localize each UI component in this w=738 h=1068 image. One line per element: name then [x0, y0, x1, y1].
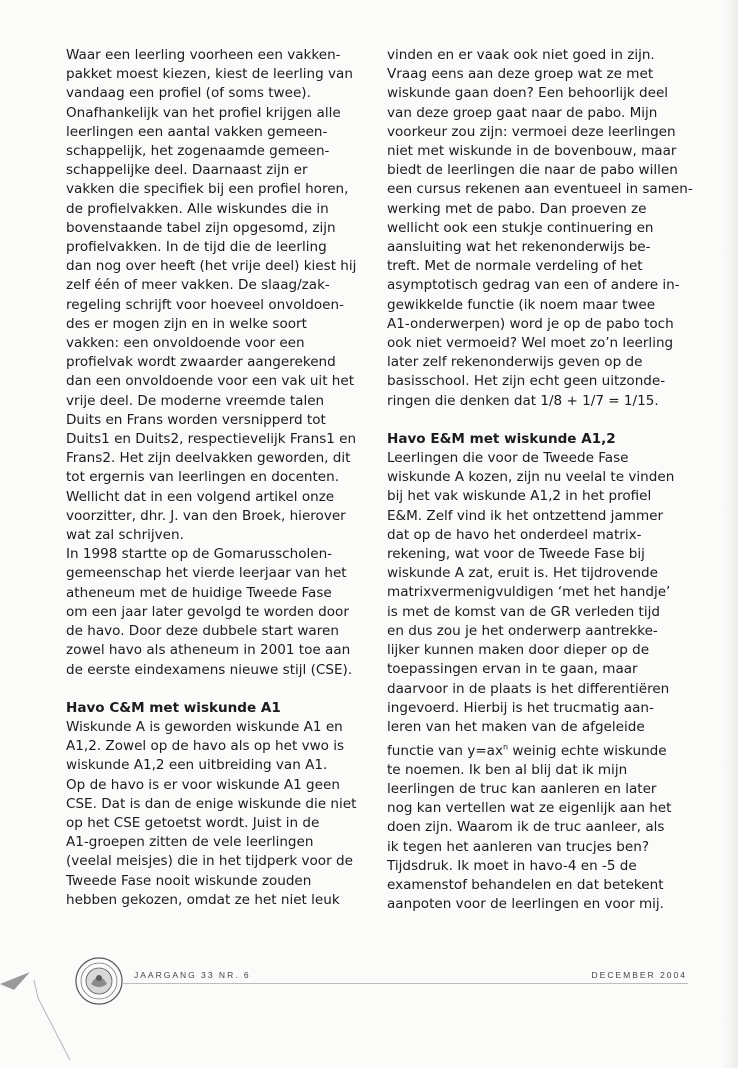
formula-line	[387, 743, 667, 759]
text-line: E&M. Zelf vind ik het ontzettend jammer	[387, 507, 664, 524]
text-line: aanpoten voor de leerlingen en voor mij.	[387, 896, 664, 913]
text-line: vrije deel. De moderne vreemde talen	[66, 392, 325, 409]
text-line: dan een onvoldoende voor een vak uit het	[66, 373, 355, 390]
text-line: wiskunde A zat, eruit is. Het tijdrovende	[387, 565, 658, 582]
text-line: werking met de pabo. Dan proeven ze	[387, 200, 647, 217]
text-line: vinden en er vaak ook niet goed in zijn.	[387, 47, 655, 63]
text-line: atheneum met de huidige Tweede Fase	[66, 584, 332, 601]
paragraph-wiskunde-a12-part1	[387, 450, 674, 735]
text-line: bij het vak wiskunde A1,2 in het profiel	[387, 488, 652, 505]
text-line: een cursus rekenen aan eventueel in samen-	[387, 181, 693, 198]
text-line: voorzitter, dhr. J. van den Broek, hierover	[66, 507, 346, 524]
text-line: Op de havo is er voor wiskunde A1 geen	[66, 776, 340, 793]
text-line: zelf één of meer vakken. De slaag/zak-	[66, 277, 330, 294]
footer-date: DECEMBER 2004	[591, 970, 687, 980]
text-line: vakken: een onvoldoende voor een	[66, 335, 305, 352]
text-line: Tweede Fase nooit wiskunde zouden	[66, 872, 312, 889]
paragraph-spacer	[387, 411, 697, 430]
text-line: de profielvakken. Alle wiskundes die in	[66, 200, 329, 217]
text-line: profielvak wordt zwaarder aangerekend	[66, 354, 336, 371]
text-line: CSE. Dat is dan de enige wiskunde die niet	[66, 795, 357, 812]
right-column	[387, 46, 697, 914]
text-line: wiskunde gaan doen? Een behoorlijk deel	[387, 85, 669, 102]
text-line: examenstof behandelen en dat betekent	[387, 877, 664, 894]
text-line: zowel havo als atheneum in 2001 toe aan	[66, 642, 351, 659]
left-column	[66, 46, 368, 910]
paragraph-wiskunde-a12-part2	[387, 762, 671, 912]
text-line: wiskunde A1,2 een uitbreiding van A1.	[66, 757, 328, 774]
text-line: leren van het maken van de afgeleide	[387, 718, 645, 735]
paragraph-pabo	[387, 46, 697, 411]
text-line: vakken die specifiek bij een profiel horen,	[66, 181, 349, 198]
text-line: schappelijke deel. Daarnaast zijn er	[66, 162, 308, 179]
text-line: Vraag eens aan deze groep wat ze met	[387, 66, 654, 83]
text-line: In 1998 startte op de Gomarusscholen-	[66, 546, 333, 563]
text-line: bovenstaande tabel zijn opgesomd, zijn	[66, 219, 336, 236]
text-line: Frans2. Het zijn deelvakken geworden, dit	[66, 450, 351, 467]
text-line: niet met wiskunde in de bovenbouw, maar	[387, 143, 677, 160]
text-line: wellicht ook een stukje continuering en	[387, 219, 654, 236]
text-line: rekening, wat voor de Tweede Fase bij	[387, 546, 645, 563]
text-line: gemeenschap het vierde leerjaar van het	[66, 565, 347, 582]
text-line: Waar een leerling voorheen een vakken-	[66, 47, 341, 63]
text-line: voorkeur zou zijn: vermoei deze leerlingen	[387, 123, 676, 140]
text-line: A1,2. Zowel op de havo als op het vwo is	[66, 738, 345, 755]
text-line: om een jaar later gevolgd te worden door	[66, 603, 349, 620]
text-line: matrixvermenigvuldigen ‘met het handje’	[387, 584, 671, 601]
text-line: treft. Met de normale verdeling of het	[387, 258, 643, 275]
text-line: leerlingen de truc kan aanleren en later	[387, 781, 657, 798]
paragraph-profiles	[66, 46, 368, 545]
text-line: Leerlingen die voor de Tweede Fase	[387, 450, 629, 467]
text-line: Wiskunde A is geworden wiskunde A1 en	[66, 718, 343, 735]
text-line: aansluiting wat het rekenonderwijs be-	[387, 239, 651, 256]
paragraph-spacer	[66, 680, 368, 699]
section-heading-havo-cm: Havo C&M met wiskunde A1	[66, 699, 281, 716]
text-line: ingevoerd. Hierbij is het trucmatig aan-	[387, 699, 654, 716]
text-line: A1-groepen zitten de vele leerlingen	[66, 834, 314, 851]
formula-exponent: n	[503, 742, 509, 752]
text-line: hebben gekozen, omdat ze het niet leuk	[66, 891, 340, 908]
text-line: Duits en Frans worden versnipperd tot	[66, 411, 326, 428]
text-line: biedt de leerlingen die naar de pabo willen	[387, 162, 678, 179]
footer-rule	[122, 983, 688, 984]
text-line: vandaag een profiel (of soms twee).	[66, 85, 311, 102]
text-line: lijker kunnen maken door dieper op de	[387, 642, 650, 659]
text-line: asymptotisch gedrag van een of andere in-	[387, 277, 680, 294]
text-line: ook niet vermoeid? Wel moet zo’n leerling	[387, 335, 674, 352]
text-line: later zelf rekenonderwijs geven op de	[387, 354, 643, 371]
text-line: wat zal schrijven.	[66, 527, 184, 544]
text-line: leerlingen een aantal vakken gemeen-	[66, 123, 328, 140]
text-line: en dus zou je het onderwerp aantrekke-	[387, 622, 658, 639]
text-line: tot ergernis van leerlingen en docenten.	[66, 469, 340, 486]
text-line: basisschool. Het zijn echt geen uitzonde-	[387, 373, 666, 390]
text-line: doen zijn. Waarom ik de truc aanleer, als	[387, 819, 665, 836]
paragraph-wiskunde-a12	[387, 449, 697, 914]
text-line: dat op de havo het onderdeel matrix-	[387, 526, 642, 543]
text-line: Onafhankelijk van het profiel krijgen alle	[66, 104, 341, 121]
text-line: ik tegen het aanleren van trucjes ben?	[387, 838, 650, 855]
section-heading-havo-em: Havo E&M met wiskunde A1,2	[387, 430, 616, 447]
text-line: Tijdsdruk. Ik moet in havo-4 en -5 de	[387, 857, 637, 874]
text-line: regeling schrijft voor hoeveel onvoldoen-	[66, 296, 344, 313]
text-line: de eerste eindexamens nieuwe stijl (CSE).	[66, 661, 353, 678]
journal-emblem-icon	[74, 956, 124, 1006]
text-line: nog kan vertellen wat ze eigenlijk aan het	[387, 800, 672, 817]
text-line: pakket moest kiezen, kiest de leerling van	[66, 66, 353, 83]
text-line: van deze groep gaat naar de pabo. Mijn	[387, 104, 658, 121]
paragraph-tweede-fase-start	[66, 545, 368, 679]
text-line: schappelijk, het zogenaamde gemeen-	[66, 143, 330, 160]
formula-text-end: weinig echte wiskunde	[508, 742, 667, 759]
text-line: ringen die denken dat 1/8 + 1/7 = 1/15.	[387, 392, 659, 409]
formula-text-start: functie van y=ax	[387, 742, 504, 759]
text-line: dan nog over heeft (het vrije deel) kiest hij	[66, 258, 357, 275]
footer-issue-info: JAARGANG 33 NR. 6	[134, 970, 251, 980]
page-edge-shadow	[722, 0, 738, 1068]
text-line: daarvoor in de plaats is het differentiëren	[387, 680, 670, 697]
text-line: toepassingen ervan in te gaan, maar	[387, 661, 638, 678]
text-line: des er mogen zijn en in welke soort	[66, 315, 307, 332]
paragraph-wiskunde-a1	[66, 718, 368, 910]
text-line: wiskunde A kozen, zijn nu veelal te vinden	[387, 469, 675, 486]
text-line: op het CSE getoetst wordt. Juist in de	[66, 814, 320, 831]
text-line: A1-onderwerpen) word je op de pabo toch	[387, 315, 674, 332]
text-line: te noemen. Ik ben al blij dat ik mijn	[387, 761, 628, 778]
text-line: (veelal meisjes) die in het tijdperk voor de	[66, 853, 353, 870]
text-line: profielvakken. In de tijd die de leerling	[66, 239, 327, 256]
text-line: gewikkelde functie (ik noem maar twee	[387, 296, 656, 313]
text-line: is met de komst van de GR verleden tijd	[387, 603, 660, 620]
text-line: de havo. Door deze dubbele start waren	[66, 623, 339, 640]
text-line: Wellicht dat in een volgend artikel onze	[66, 488, 335, 505]
text-line: Duits1 en Duits2, respectievelijk Frans1 en	[66, 431, 357, 448]
